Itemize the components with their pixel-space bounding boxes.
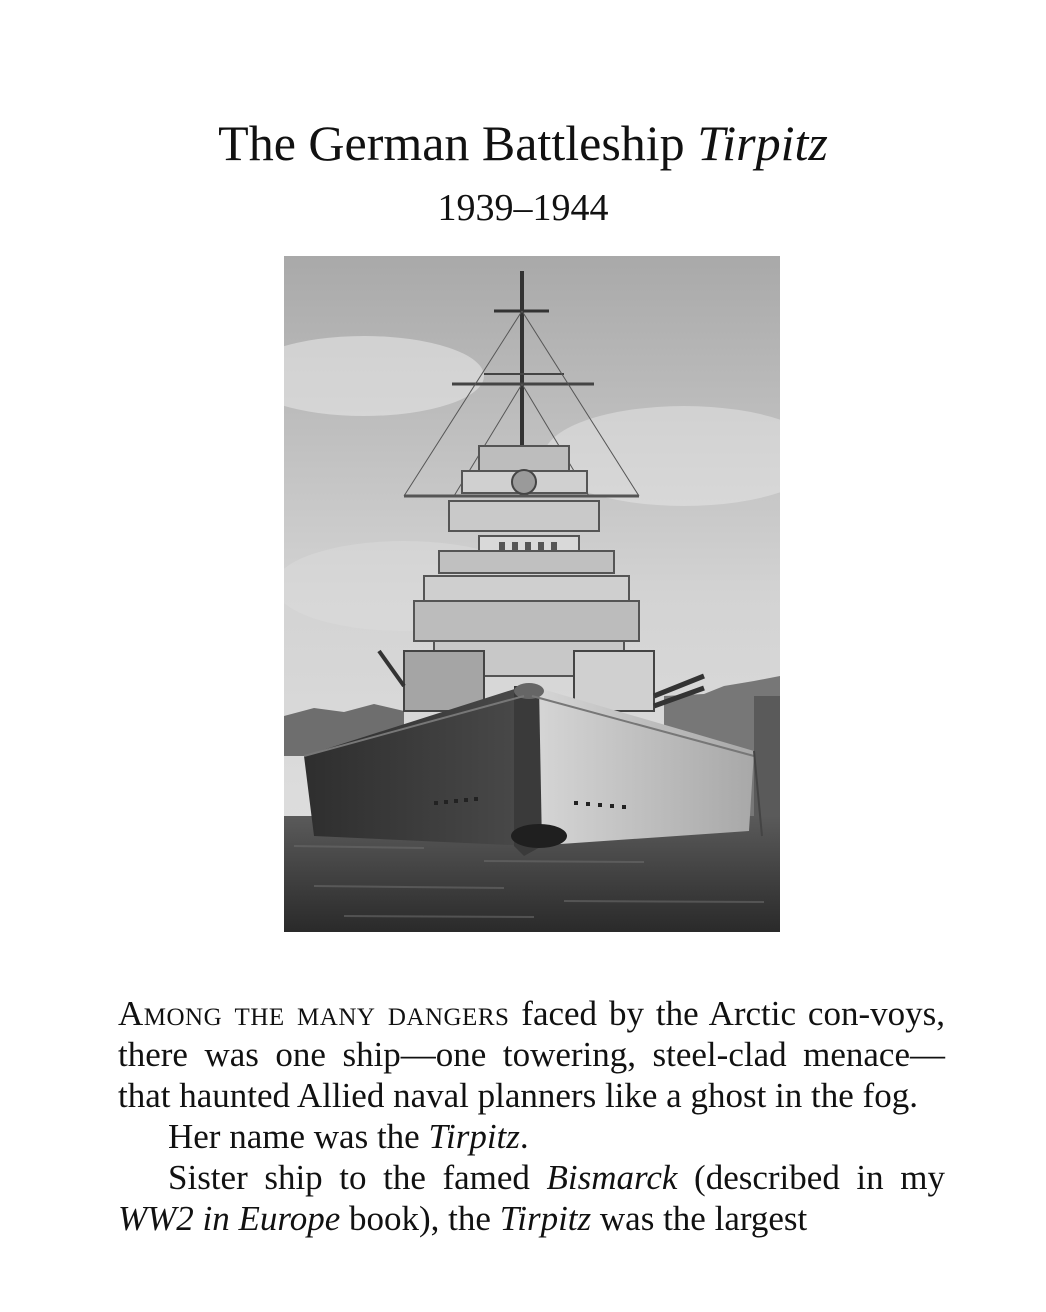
battleship-photo <box>284 256 780 932</box>
chapter-title-ship-name: Tirpitz <box>697 115 828 171</box>
body-text <box>118 993 945 1239</box>
paragraph-1-lead: Among the many dangers <box>118 994 510 1033</box>
paragraph-2-text: Her name was the <box>168 1117 429 1156</box>
paragraph-3-ship-name: Tirpitz <box>499 1199 592 1238</box>
chapter-subtitle: 1939–1944 <box>437 187 609 229</box>
paragraph-2-ship-name: Tirpitz <box>428 1117 520 1156</box>
paragraph-3-text-d: was the largest <box>591 1199 808 1238</box>
paragraph-3 <box>118 1157 945 1239</box>
paragraph-3-book-title: WW2 in Europe <box>118 1199 341 1238</box>
paragraph-3-text-b: (described in my <box>677 1158 945 1197</box>
chapter-title <box>0 112 1046 174</box>
paragraph-1 <box>118 993 945 1116</box>
paragraph-2-end: . <box>519 1117 529 1156</box>
paragraph-3-text-c: book), the <box>340 1199 500 1238</box>
paragraph-2 <box>118 1116 945 1157</box>
paragraph-3-bismarck: Bismarck <box>546 1158 678 1197</box>
paragraph-3-text-a: Sister ship to the famed <box>168 1158 547 1197</box>
paragraph-1-text: faced by the Arctic con-voys, there was one ship—one towering, steel-clad menace—that haunted Allied naval planners like a ghost in the fog. <box>118 994 945 1115</box>
chapter-title-text: The German Battleship <box>218 115 698 171</box>
